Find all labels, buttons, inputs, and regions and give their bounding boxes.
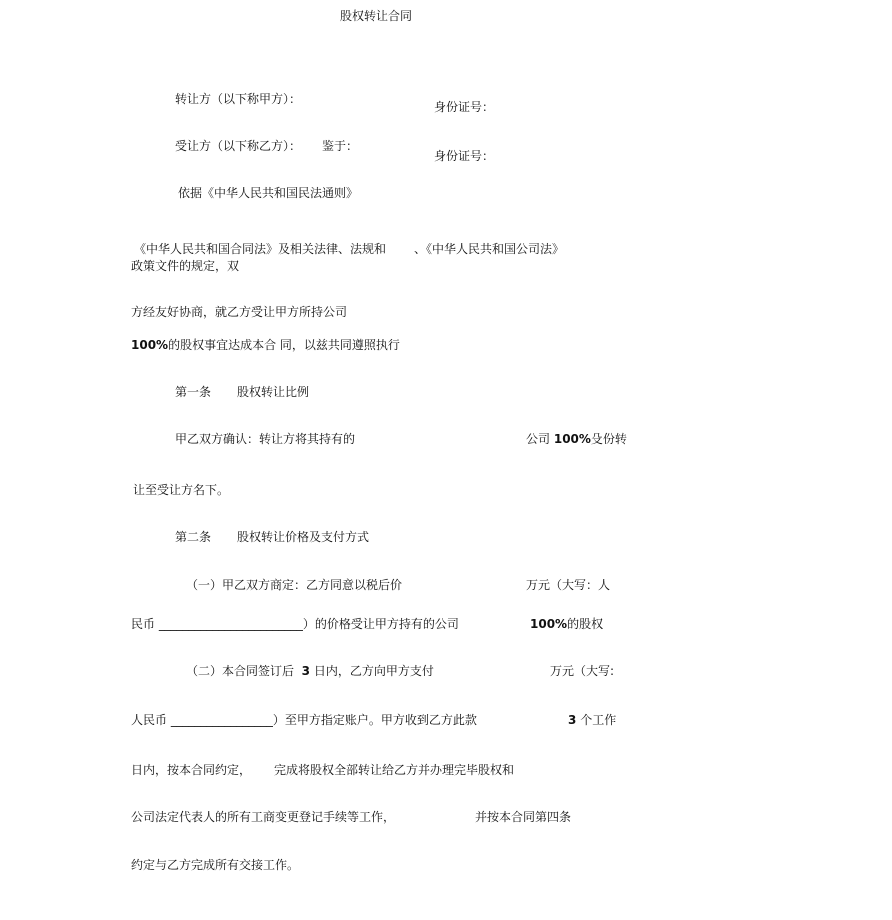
party-b-id-label: 身份证号：	[434, 149, 495, 163]
article-2-percent: 100%	[530, 617, 568, 631]
article-2-clause-2	[186, 663, 434, 679]
paragraph-2	[131, 337, 400, 353]
basis-line-2: 《中华人民共和国合同法》及相关法律、法规和	[134, 242, 387, 256]
article-2-clause-2-workdays	[568, 712, 616, 728]
article-2-clause-1-right: 万元（大写：人	[526, 578, 611, 592]
article-1-shares-word: 殳份转	[590, 432, 627, 446]
basis-line-3: 、《中华人民共和国公司法》	[414, 242, 565, 256]
article-2-equity-word: 的股权	[567, 617, 604, 631]
basis-line-1: 依据《中华人民共和国民法通则》	[178, 186, 359, 200]
article-2-clause-1-pct-line	[530, 616, 603, 632]
paragraph-2-text: 的股权事宜达成本合 同，以兹共同遵照执行	[168, 338, 400, 352]
paragraph-1: 方经友好协商，就乙方受让甲方所持公司	[131, 305, 348, 319]
article-2-line-6a: 公司法定代表人的所有工商变更登记手续等工作，	[131, 810, 396, 824]
party-b-label: 受让方（以下称乙方）：	[175, 139, 302, 153]
percent-text: 100%	[131, 338, 169, 352]
article-1-paragraph-right	[526, 431, 627, 447]
article-1-number: 第一条	[175, 385, 212, 399]
article-1-paragraph: 甲乙双方确认：转让方将其持有的	[175, 432, 356, 446]
party-a-label: 转让方（以下称甲方）：	[175, 92, 302, 106]
article-2-line-7: 约定与乙方完成所有交接工作。	[131, 858, 300, 872]
article-1-percent: 100%	[553, 432, 591, 446]
article-2-clause-2-b: 日内，乙方向甲方支付	[313, 664, 434, 678]
article-1-paragraph-2: 让至受让方名下。	[133, 483, 230, 497]
whereas-label: 鉴于：	[322, 139, 359, 153]
article-2-line-5a: 日内，按本合同约定，	[131, 763, 252, 777]
article-2-clause-2-a: （二）本合同签订后	[186, 664, 295, 678]
article-2-clause-1-cont: 民币 ________________________）的价格受让甲方持有的公司	[131, 617, 459, 631]
contract-title: 股权转让合同	[340, 9, 413, 23]
article-2-workdays-word: 个工作	[580, 713, 617, 727]
article-2-clause-2-right: 万元（大写:	[550, 664, 615, 678]
article-1-title: 股权转让比例	[237, 385, 310, 399]
article-1-company-word: 公司	[526, 432, 551, 446]
article-2-clause-2-cont: 人民币 _________________）至甲方指定账户。甲方收到乙方此款	[131, 713, 477, 727]
article-2-clause-1: （一）甲乙双方商定：乙方同意以税后价	[186, 578, 403, 592]
article-2-title: 股权转让价格及支付方式	[237, 530, 370, 544]
party-a-id-label: 身份证号：	[434, 100, 495, 114]
article-2-workdays-num: 3	[568, 713, 577, 727]
article-2-line-6b: 并按本合同第四条	[475, 810, 572, 824]
article-2-clause-2-days: 3	[301, 664, 311, 678]
article-2-line-5b: 完成将股权全部转让给乙方并办理完毕股权和	[274, 763, 515, 777]
article-2-number: 第二条	[175, 530, 212, 544]
basis-line-4: 政策文件的规定，双	[131, 259, 240, 273]
